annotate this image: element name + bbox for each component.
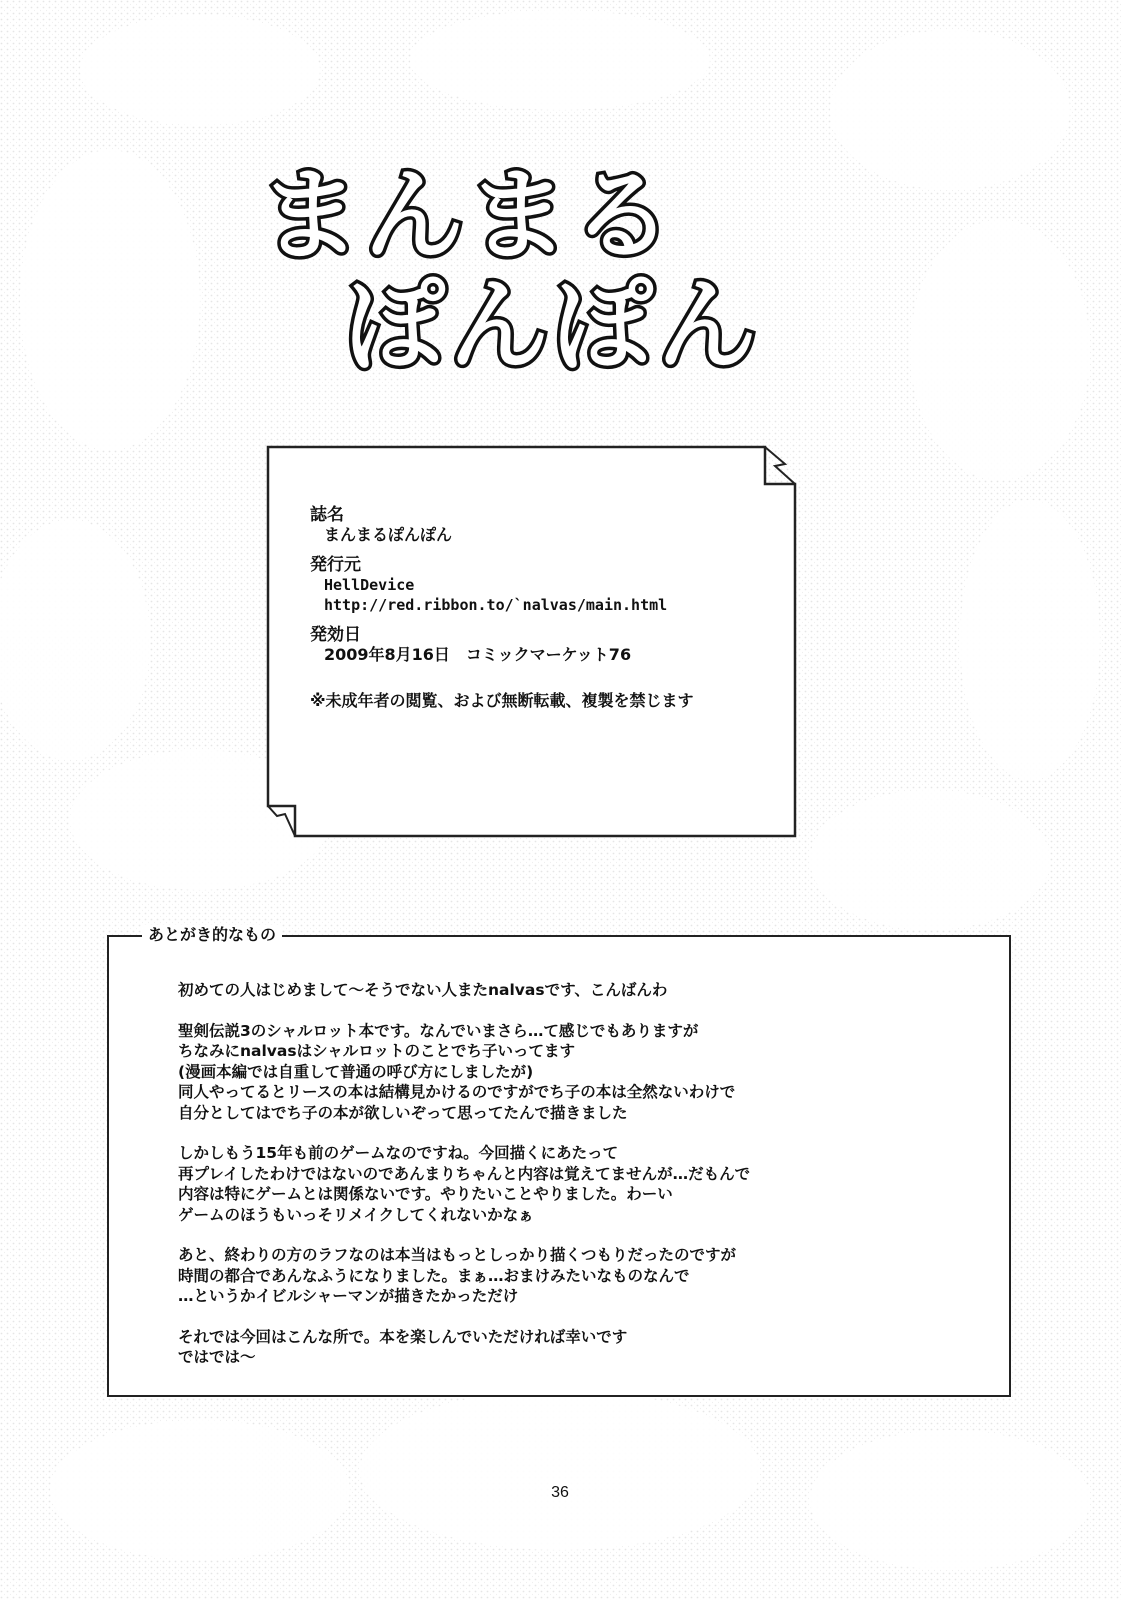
page-number: 36 bbox=[551, 1484, 569, 1501]
publisher-group bbox=[310, 555, 780, 615]
book-name-group bbox=[310, 505, 780, 545]
publisher-label: 発行元 bbox=[310, 555, 361, 575]
publisher-url: http://red.ribbon.to/`nalvas/main.html bbox=[324, 596, 668, 614]
issue-date-group bbox=[310, 625, 780, 665]
afterword-paragraph: 聖剣伝説3のシャルロット本です。なんでいまさら…て感じでもありますが ちなみにnalvasはシャルロットのことでち子いってます (漫画本編では自重して普通の呼び方にしましたが) 同人やってるとリースの本は結構見かけるのですがでち子の本は全然ないわけで 自分としてはでち子の本が欲しいぞって思ってたんで描きました bbox=[178, 1021, 736, 1122]
legal-notice: ※未成年者の閲覧、および無断転載、複製を禁じます bbox=[310, 691, 694, 710]
title-line-2: ぽんぽん bbox=[345, 267, 761, 380]
issue-date-label: 発効日 bbox=[310, 625, 361, 645]
afterword-paragraph: あと、終わりの方のラフなのは本当はもっとしっかり描くつもりだったのですが 時間の都合であんなふうになりました。まぁ…おまけみたいなものなんで …というかイビルシャーマンが描きたかっただけ bbox=[178, 1246, 737, 1305]
afterword-heading: あとがき的なもの bbox=[142, 925, 282, 945]
afterword-body bbox=[178, 980, 978, 1388]
title-line-1: まんまる bbox=[260, 157, 676, 274]
afterword-paragraph: しかしもう15年も前のゲームなのですね。今回描くにあたって 再プレイしたわけではないのであんまりちゃんと内容は覚えてませんが…だもんで 内容は特にゲームとは関係ないです。やりたいことやりました。わーい ゲームのほうもいっそリメイクしてくれないかなぁ bbox=[178, 1144, 751, 1224]
colophon bbox=[310, 505, 780, 711]
issue-date: 2009年8月16日 コミックマーケット76 bbox=[324, 645, 632, 664]
book-name-label: 誌名 bbox=[310, 505, 344, 525]
publisher-name: HellDevice bbox=[324, 576, 415, 594]
book-name: まんまるぽんぽん bbox=[324, 525, 453, 544]
title-logo bbox=[250, 150, 810, 380]
afterword-paragraph: 初めての人はじめまして～そうでない人またnalvasです、こんばんわ bbox=[178, 981, 668, 999]
afterword-paragraph: それでは今回はこんな所で。本を楽しんでいただければ幸いです ではでは～ bbox=[178, 1327, 628, 1366]
